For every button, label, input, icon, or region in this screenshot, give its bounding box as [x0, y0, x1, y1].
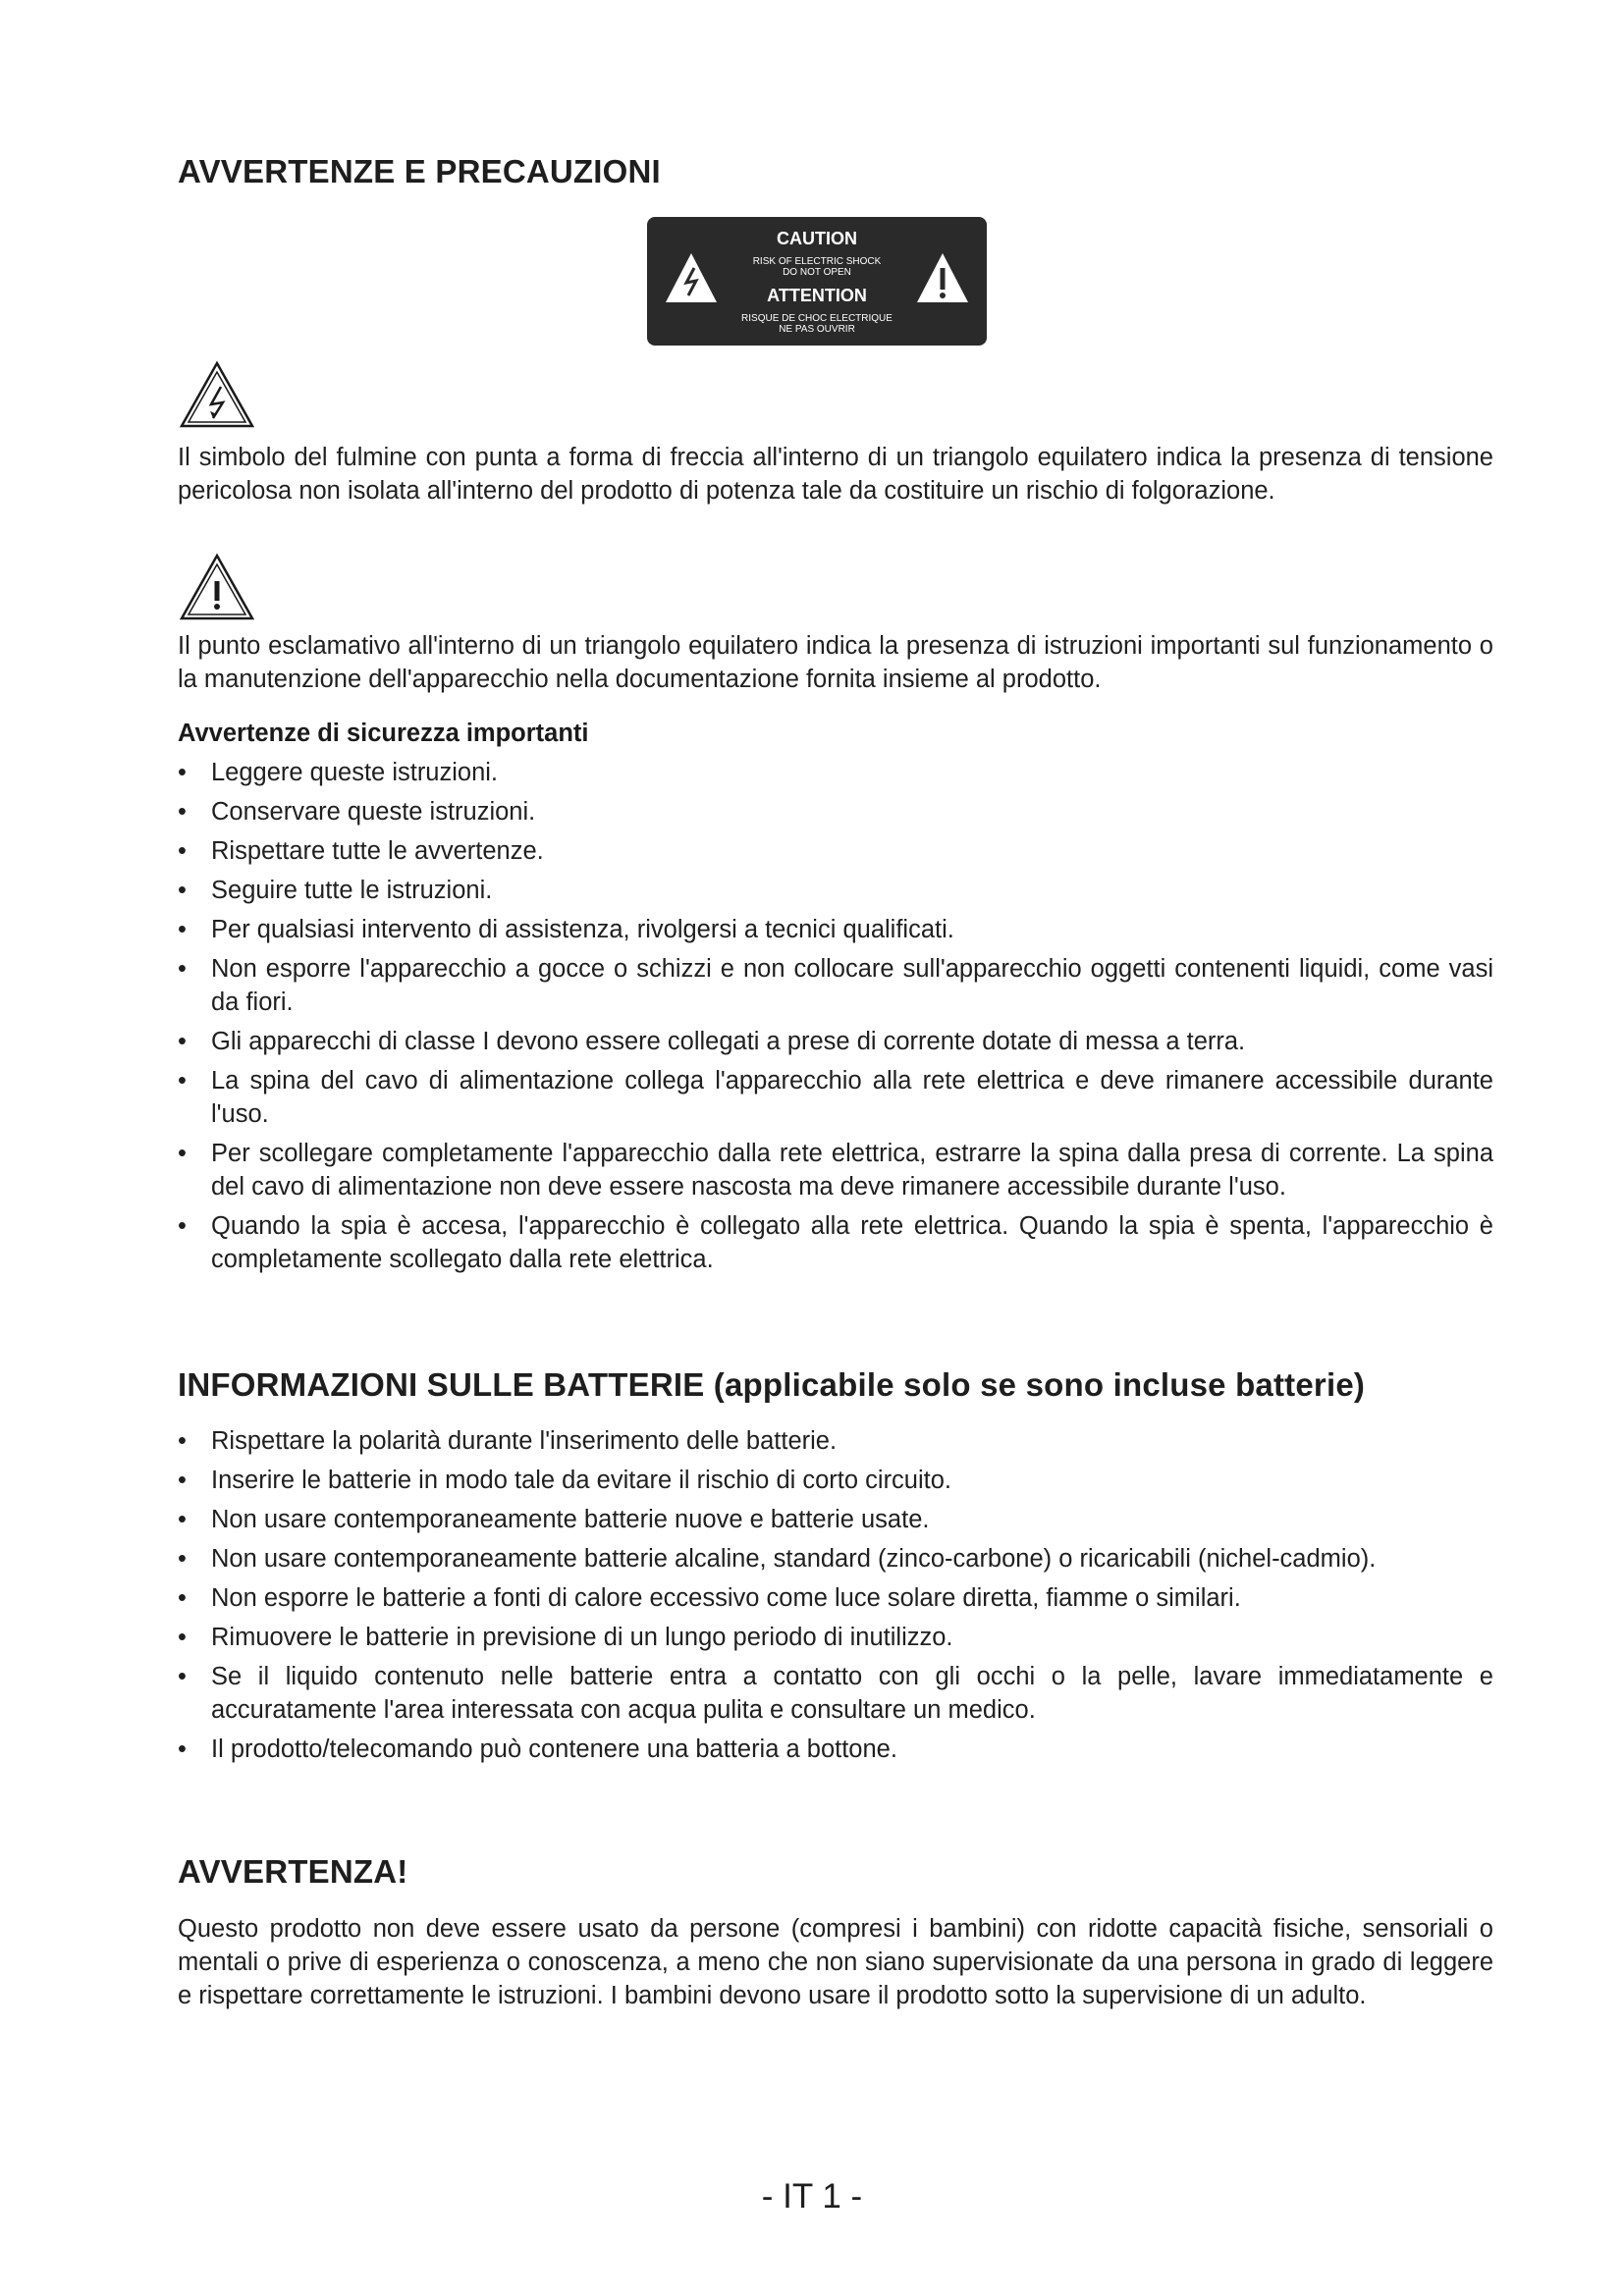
safety-list: [178, 756, 1493, 1276]
list-item: • Non usare contemporaneamente batterie alcaline, standard (zinco-carbone) o ricaricabili (nichel-cadmio).: [178, 1545, 1377, 1573]
exclamation-triangle-icon: [178, 552, 256, 622]
attention-text: ATTENTION: [767, 286, 867, 305]
caution-subtext: RISK OF ELECTRIC SHOCK DO NOT OPEN: [752, 256, 882, 278]
warning-heading: AVVERTENZA!: [178, 1853, 408, 1890]
caution-label: [647, 217, 987, 346]
battery-heading: INFORMAZIONI SULLE BATTERIE (applicabile solo se sono incluse batterie): [178, 1366, 1366, 1403]
list-item: • Rispettare la polarità durante l'inserimento delle batterie.: [178, 1427, 838, 1455]
page-number: - IT 1 -: [761, 2177, 863, 2216]
list-item: • Leggere queste istruzioni.: [178, 759, 499, 786]
list-item: • Se il liquido contenuto nelle batterie entra a contatto con gli occhi o la pelle, lavare immediatamente e accuratamente l'area interessata con acqua pulita e consultare un medico.: [178, 1663, 1493, 1724]
list-item: • Conservare queste istruzioni.: [178, 798, 536, 826]
safety-heading: Avvertenze di sicurezza importanti: [178, 720, 589, 747]
list-item: • Gli apparecchi di classe I devono essere collegati a prese di corrente dotate di messa a terra.: [178, 1028, 1246, 1055]
list-item: • Il prodotto/telecomando può contenere una batteria a bottone.: [178, 1735, 897, 1763]
list-item: • Rispettare tutte le avvertenze.: [178, 837, 544, 865]
list-item: • Non esporre l'apparecchio a gocce o schizzi e non collocare sull'apparecchio oggetti contenenti liquidi, come vasi da fiori.: [178, 955, 1493, 1016]
list-item: • Inserire le batterie in modo tale da evitare il rischio di corto circuito.: [178, 1467, 952, 1494]
list-item: • Per scollegare completamente l'apparecchio dalla rete elettrica, estrarre la spina dalla presa di corrente. La spina del cavo di alimentazione non deve essere nascosta ma deve rimanere accessibile durante l'uso.: [178, 1140, 1493, 1201]
page-title: AVVERTENZE E PRECAUZIONI: [178, 153, 661, 189]
list-item: • Rimuovere le batterie in previsione di un lungo periodo di inutilizzo.: [178, 1624, 953, 1651]
list-item: • La spina del cavo di alimentazione collega l'apparecchio alla rete elettrica e deve rimanere accessibile durante l'uso.: [178, 1067, 1493, 1128]
warning-text: Questo prodotto non deve essere usato da persone (compresi i bambini) con ridotte capacità fisiche, sensoriali o mentali o prive di esperienza o conoscenza, a meno che non siano supervisionate da una persona in grado di leggere e rispettare correttamente le istruzioni. I bambini devono usare il prodotto sotto la supervisione di un adulto.: [178, 1915, 1493, 2009]
lightning-triangle-icon: [178, 359, 256, 430]
exclamation-description: Il punto esclamativo all'interno di un triangolo equilatero indica la presenza di istruzioni importanti sul funzionamento o la manutenzione dell'apparecchio nella documentazione fornita insieme al prodotto.: [178, 632, 1493, 693]
list-item: • Per qualsiasi intervento di assistenza, rivolgersi a tecnici qualificati.: [178, 916, 954, 943]
attention-subtext: RISQUE DE CHOC ELECTRIQUE NE PAS OUVRIR: [741, 313, 893, 335]
list-item: • Non usare contemporaneamente batterie nuove e batterie usate.: [178, 1506, 930, 1533]
battery-list: [178, 1424, 1493, 1766]
list-item: • Seguire tutte le istruzioni.: [178, 877, 493, 904]
lightning-description: Il simbolo del fulmine con punta a forma di freccia all'interno di un triangolo equilatero indica la presenza di tensione pericolosa non isolata all'interno del prodotto di potenza tale da costituire un rischio di folgorazione.: [178, 444, 1493, 505]
list-item: • Non esporre le batterie a fonti di calore eccessivo come luce solare diretta, fiamme o similari.: [178, 1584, 1241, 1612]
caution-text: CAUTION: [777, 229, 857, 248]
list-item: • Quando la spia è accesa, l'apparecchio è collegato alla rete elettrica. Quando la spia è spenta, l'apparecchio è completamente scollegato dalla rete elettrica.: [178, 1212, 1493, 1273]
